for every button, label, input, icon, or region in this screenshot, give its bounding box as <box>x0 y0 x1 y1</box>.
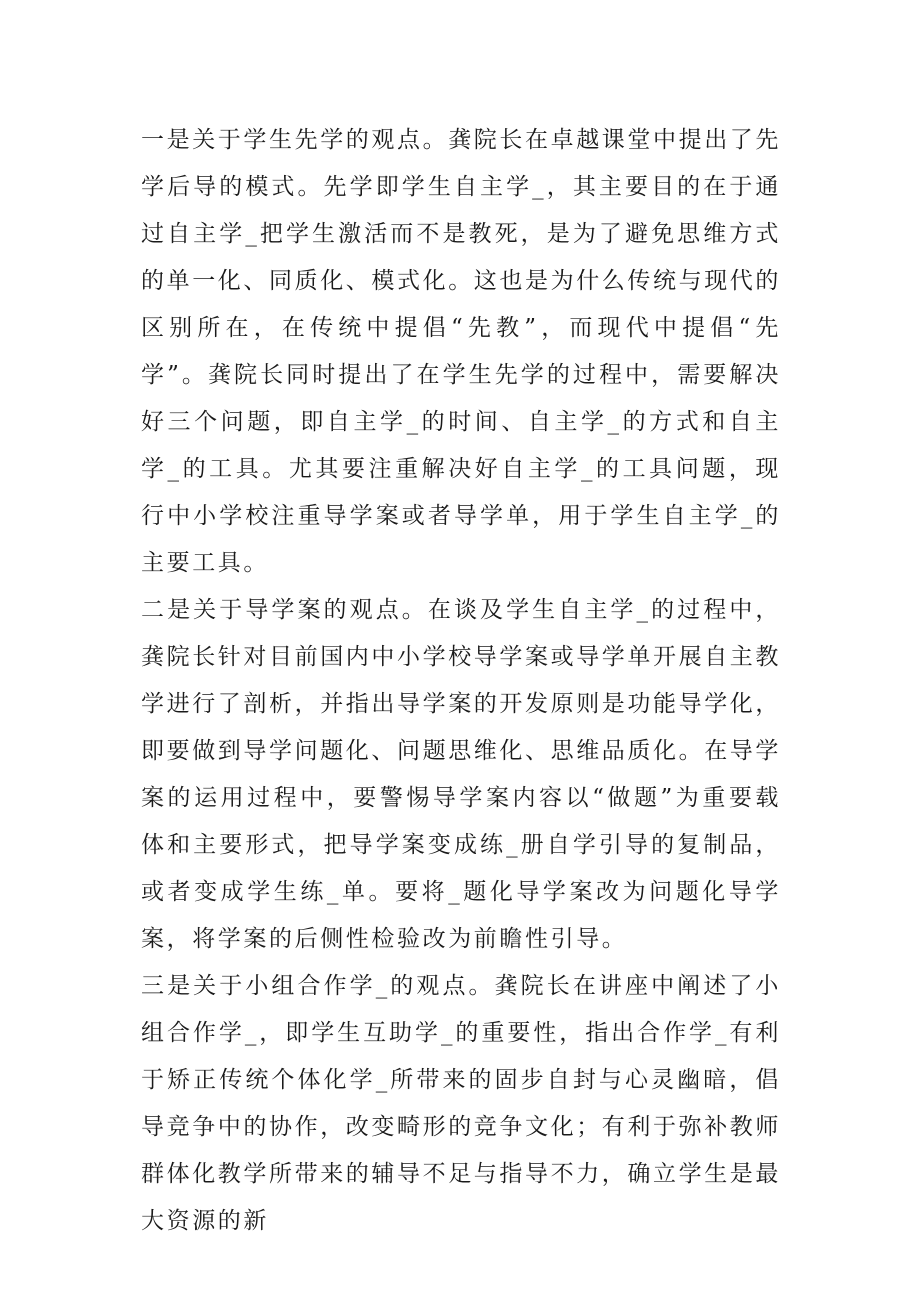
paragraph-group-cooperative-learning: 三是关于小组合作学_的观点。龚院长在讲座中阐述了小组合作学_，即学生互助学_的重要性，指出合作学_有利于矫正传统个体化学_所带来的固步自封与心灵幽暗，倡导竞争中的协作，改变畸形的竞争文化；有利于弥补教师群体化教学所带来的辅导不足与指导不力，确立学生是最大资源的新 <box>141 973 781 1234</box>
paragraph-guided-learning-plan: 二是关于导学案的观点。在谈及学生自主学_的过程中，龚院长针对目前国内中小学校导学案或导学单开展自主教学进行了剖析，并指出导学案的开发原则是功能导学化，即要做到导学问题化、问题思维化、思维品质化。在导学案的运用过程中，要警惕导学案内容以“做题”为重要载体和主要形式，把导学案变成练_册自学引导的复制品，或者变成学生练_单。要将_题化导学案改为问题化导学案，将学案的后侧性检验改为前瞻性引导。 <box>141 597 781 952</box>
paragraph-student-first-learning: 一是关于学生先学的观点。龚院长在卓越课堂中提出了先学后导的模式。先学即学生自主学_，其主要目的在于通过自主学_把学生激活而不是教死，是为了避免思维方式的单一化、同质化、模式化。这也是为什么传统与现代的区别所在，在传统中提倡“先教”，而现代中提倡“先学”。龚院长同时提出了在学生先学的过程中，需要解决好三个问题，即自主学_的时间、自主学_的方式和自主学_的工具。尤其要注重解决好自主学_的工具问题，现行中小学校注重导学案或者导学单，用于学生自主学_的主要工具。 <box>141 127 781 576</box>
document-body <box>141 117 781 1245</box>
